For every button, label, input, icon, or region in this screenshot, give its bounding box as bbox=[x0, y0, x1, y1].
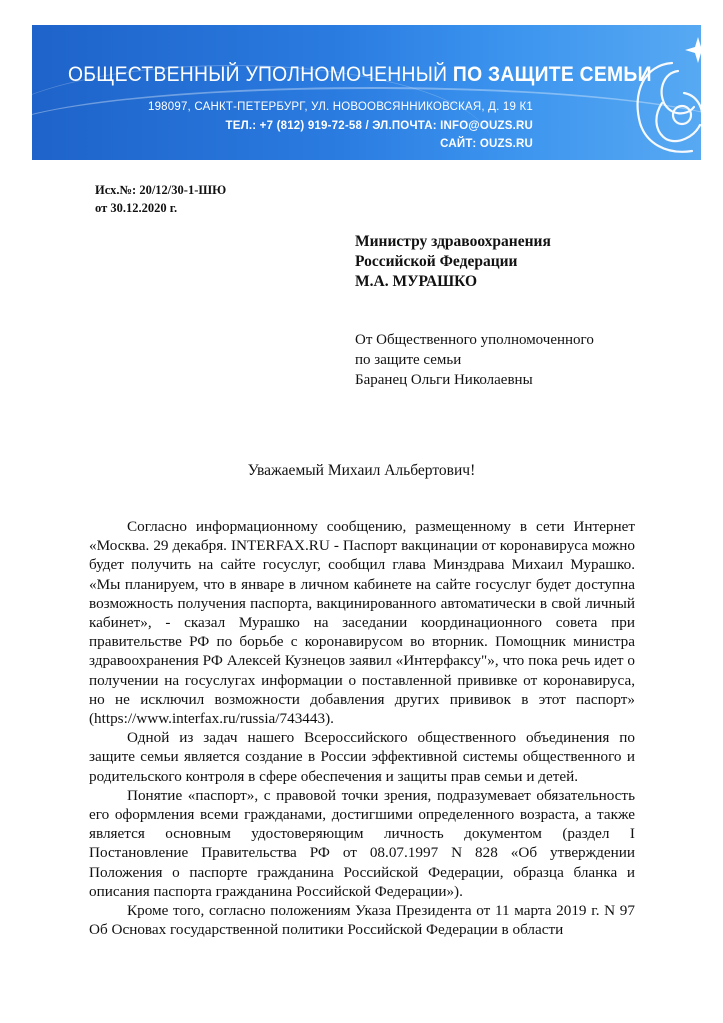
sender-line: по защите семьи bbox=[355, 352, 462, 368]
outgoing-number-block bbox=[95, 181, 226, 217]
org-title-bold: ПО ЗАЩИТЕ СЕМЬИ bbox=[452, 63, 652, 86]
organization-site: САЙТ: OUZS.RU bbox=[440, 138, 533, 150]
addressee-line: Министру здравоохранения bbox=[355, 233, 551, 250]
outgoing-date: от 30.12.2020 г. bbox=[95, 201, 178, 215]
addressee-block bbox=[355, 232, 551, 292]
body-paragraph: Кроме того, согласно положениям Указа Президента от 11 марта 2019 г. N 97 Об Основах государственной политики Российской Федерации в области bbox=[89, 902, 635, 939]
organization-contacts: ТЕЛ.: +7 (812) 919-72-58 / ЭЛ.ПОЧТА: INFO@OUZS.RU bbox=[225, 120, 533, 132]
addressee-line: М.А. МУРАШКО bbox=[355, 273, 478, 290]
body-paragraph: Согласно информационному сообщению, размещенному в сети Интернет «Москва. 29 декабря. INTERFAX.RU - Паспорт вакцинации от коронавируса можно будет получить на сайте госуслуг, сообщил глава Минздрава Михаил Мурашко. «Мы планируем, что в январе в личном кабинете на сайте госуслуг будет доступна возможность получения паспорта, вакцинированного автоматически в свой личный кабинет», - сказал Мурашко на заседании координационного совета при правительстве РФ по борьбе с коронавирусом во вторник. Помощник министра здравоохранения РФ Алексей Кузнецов заявил «Интерфаксу"», что пока речь идет о получении на госуслугах информации о поставленной прививке от коронавируса, но не исключил возможности добавления других прививок в этот паспорт» (https://www.interfax.ru/russia/743443). bbox=[89, 518, 635, 728]
sender-block bbox=[355, 330, 594, 390]
outgoing-number: Исх.№: 20/12/30-1-ШЮ bbox=[95, 183, 227, 197]
addressee-line: Российской Федерации bbox=[355, 253, 518, 270]
body-paragraph: Одной из задач нашего Всероссийского общественного объединения по защите семьи является создание в России эффективной системы общественного и родительского контроля в сфере обеспечения и защиты прав семьи и детей. bbox=[89, 729, 635, 785]
mother-and-child-logo-icon bbox=[614, 33, 701, 158]
organization-title bbox=[68, 63, 652, 87]
greeting: Уважаемый Михаил Альбертович! bbox=[247, 462, 476, 479]
sender-line: От Общественного уполномоченного bbox=[355, 332, 594, 348]
sender-line: Баранец Ольги Николаевны bbox=[355, 372, 533, 388]
letterhead-banner bbox=[32, 25, 701, 160]
letter-body bbox=[89, 517, 635, 939]
org-title-regular: ОБЩЕСТВЕННЫЙ УПОЛНОМОЧЕННЫЙ bbox=[68, 63, 453, 86]
organization-address: 198097, САНКТ-ПЕТЕРБУРГ, УЛ. НОВООВСЯННИКОВСКАЯ, Д. 19 К1 bbox=[147, 101, 533, 113]
body-paragraph: Понятие «паспорт», с правовой точки зрения, подразумевает обязательность его оформления всеми гражданами, достигшими определенного возраста, а также является основным удостоверяющим личность документом (раздел I Постановление Правительства РФ от 08.07.1997 N 828 «Об утверждении Положения о паспорте гражданина Российской Федерации, образца бланка и описания паспорта гражданина Российской Федерации»). bbox=[89, 786, 635, 900]
